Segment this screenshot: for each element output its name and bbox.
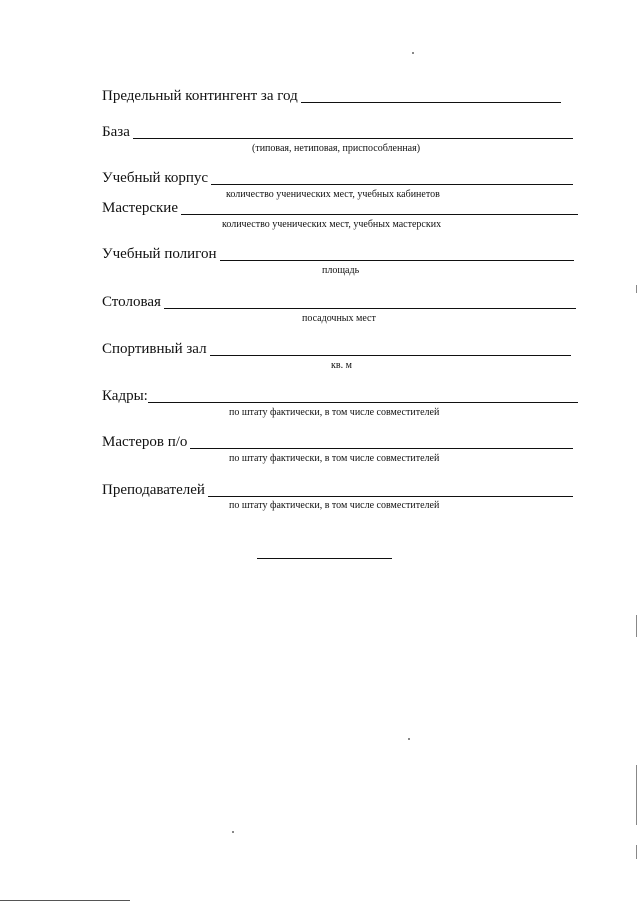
sports-hall-row [102,341,571,358]
scan-dot [412,52,414,54]
masters-label: Мастеров п/о [102,434,188,450]
workshops-field[interactable] [181,214,578,215]
training-ground-field[interactable] [220,260,574,261]
sports-hall-field[interactable] [210,355,571,356]
canteen-row [102,294,576,311]
masters-field[interactable] [190,448,573,449]
scan-mark [636,845,637,859]
academic-building-caption: количество ученических мест, учебных кабинетов [226,189,440,200]
training-ground-caption: площадь [322,265,360,276]
teachers-row [102,482,573,499]
contingent-row [102,88,561,105]
base-label: База [102,124,130,140]
scan-dot [232,831,234,833]
staff-row [102,388,578,405]
workshops-label: Мастерские [102,200,178,216]
staff-caption: по штату фактически, в том числе совместителей [229,407,440,418]
sports-hall-label: Спортивный зал [102,341,207,357]
contingent-field[interactable] [301,102,561,103]
teachers-field[interactable] [208,496,573,497]
contingent-label: Предельный контингент за год [102,88,298,104]
teachers-label: Преподавателей [102,482,205,498]
scan-mark [636,285,637,293]
scan-edge-bottom [0,900,130,901]
base-caption: (типовая, нетиповая, приспособленная) [252,143,421,154]
base-field[interactable] [133,138,573,139]
teachers-caption: по штату фактически, в том числе совместителей [229,500,440,511]
sports-hall-caption: кв. м [331,360,352,371]
canteen-caption: посадочных мест [302,313,376,324]
scan-dot [408,738,410,740]
canteen-label: Столовая [102,294,161,310]
staff-field[interactable] [148,402,578,403]
base-row [102,124,573,141]
training-ground-label: Учебный полигон [102,246,217,262]
masters-row [102,434,573,451]
closing-rule [257,558,392,559]
workshops-row [102,200,578,217]
staff-label: Кадры: [102,388,148,404]
academic-building-row [102,170,573,187]
training-ground-row [102,246,574,263]
academic-building-field[interactable] [211,184,573,185]
workshops-caption: количество ученических мест, учебных мастерских [222,219,442,230]
canteen-field[interactable] [164,308,576,309]
academic-building-label: Учебный корпус [102,170,209,186]
masters-caption: по штату фактически, в том числе совместителей [229,453,440,464]
scan-mark [636,615,637,637]
scan-mark [636,765,637,825]
